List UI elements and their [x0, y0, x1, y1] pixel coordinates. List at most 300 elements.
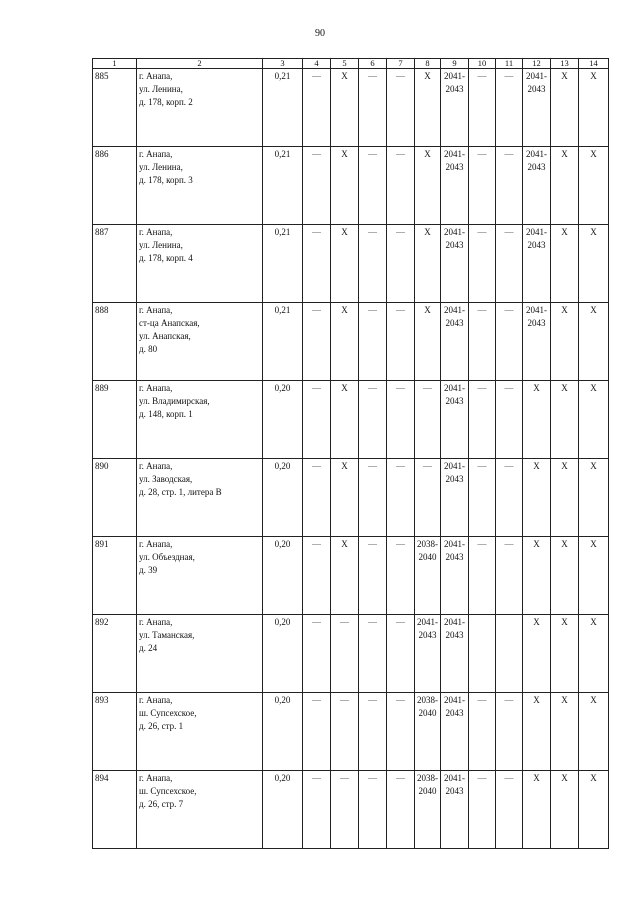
cell-line: 2038- [417, 773, 438, 783]
cell-text: — [368, 149, 377, 159]
column-header: 13 [551, 59, 579, 69]
cell-line: д. 178, корп. 2 [139, 97, 193, 107]
cell-text: 892 [95, 617, 109, 627]
cell-text: X [424, 149, 431, 159]
cell-text: — [368, 461, 377, 471]
table-row [93, 147, 609, 225]
value-cell [579, 147, 609, 225]
value-cell [303, 381, 331, 459]
cell-line: 2043 [445, 84, 464, 94]
cell-text: X [424, 71, 431, 81]
cell-line: г. Анапа, [139, 71, 173, 81]
value-cell [496, 459, 523, 537]
row-number [93, 303, 137, 381]
cell-line: 2040 [418, 552, 437, 562]
cell-line: 2041- [444, 695, 465, 705]
cell-text: X [341, 539, 348, 549]
column-header: 6 [359, 59, 387, 69]
cell-text: — [396, 305, 405, 315]
cell-line: 2043 [445, 396, 464, 406]
row-number [93, 69, 137, 147]
cell-text: 0,21 [274, 149, 291, 159]
cell-text: — [477, 227, 487, 237]
value-cell [331, 615, 359, 693]
cell-line: 2043 [445, 240, 464, 250]
value-cell [359, 459, 387, 537]
value-cell [496, 69, 523, 147]
cell-line: г. Анапа, [139, 149, 173, 159]
cell-text: — [340, 617, 349, 627]
value-cell [331, 459, 359, 537]
cell-text: 0,20 [274, 539, 291, 549]
value-cell [469, 771, 496, 849]
cell-line: 2038- [417, 695, 438, 705]
cell-text: X [590, 617, 597, 627]
cell-line: ул. Ленина, [139, 162, 183, 172]
value-cell [469, 615, 496, 693]
cell-text: — [504, 773, 514, 783]
value-cell [359, 381, 387, 459]
cell-line: 2043 [445, 162, 464, 172]
value-cell [303, 537, 331, 615]
cell-line: 2041- [444, 71, 465, 81]
cell-text: X [590, 383, 597, 393]
row-number [93, 693, 137, 771]
value-cell [331, 225, 359, 303]
value-cell [469, 459, 496, 537]
cell-text: X [561, 461, 568, 471]
cell-line: X [533, 461, 540, 471]
value-cell [551, 69, 579, 147]
cell-text: — [477, 539, 487, 549]
value-cell [415, 147, 441, 225]
value-cell [263, 381, 303, 459]
value-cell [551, 459, 579, 537]
cell-line: ул. Анапская, [139, 331, 191, 341]
value-cell [579, 225, 609, 303]
cell-line: X [533, 617, 540, 627]
cell-text: X [561, 227, 568, 237]
cell-text: 0,20 [274, 617, 291, 627]
cell-text: 888 [95, 305, 109, 315]
cell-text: 0,21 [274, 71, 291, 81]
row-number [93, 615, 137, 693]
cell-text: X [561, 773, 568, 783]
cell-text: — [504, 383, 514, 393]
cell-text: X [341, 227, 348, 237]
cell-text: 0,20 [274, 773, 291, 783]
value-cell [469, 225, 496, 303]
cell-line: г. Анапа, [139, 773, 173, 783]
value-cell [579, 771, 609, 849]
page-number: 90 [315, 28, 325, 39]
cell-text: — [396, 773, 405, 783]
value-cell [441, 69, 469, 147]
table-row [93, 303, 609, 381]
value-cell [469, 381, 496, 459]
cell-line: 2041- [526, 305, 547, 315]
cell-line: ул. Заводская, [139, 474, 193, 484]
value-cell [579, 537, 609, 615]
cell-text: 0,20 [274, 461, 291, 471]
cell-text: X [341, 461, 348, 471]
cell-line: X [533, 383, 540, 393]
value-cell [415, 69, 441, 147]
cell-text: X [424, 227, 431, 237]
value-cell [263, 537, 303, 615]
cell-text: X [561, 305, 568, 315]
cell-text: — [368, 383, 377, 393]
column-header: 5 [331, 59, 359, 69]
value-cell [579, 303, 609, 381]
column-header: 1 [93, 59, 137, 69]
cell-text: — [368, 71, 377, 81]
cell-text: X [561, 539, 568, 549]
address-cell [137, 69, 263, 147]
cell-line: ш. Супсехское, [139, 708, 197, 718]
cell-text: X [590, 695, 597, 705]
register-table [92, 58, 609, 849]
value-cell [523, 225, 551, 303]
value-cell [303, 69, 331, 147]
value-cell [441, 693, 469, 771]
value-cell [359, 537, 387, 615]
value-cell [359, 147, 387, 225]
row-number [93, 147, 137, 225]
value-cell [303, 771, 331, 849]
value-cell [496, 225, 523, 303]
cell-text: — [396, 461, 405, 471]
cell-line: 2043 [445, 318, 464, 328]
cell-text: — [312, 383, 321, 393]
cell-text: — [423, 383, 432, 393]
value-cell [387, 225, 415, 303]
cell-text: 893 [95, 695, 109, 705]
value-cell [523, 459, 551, 537]
value-cell [415, 615, 441, 693]
cell-text: X [424, 305, 431, 315]
cell-line: 2041- [444, 617, 465, 627]
header-row [93, 59, 609, 69]
value-cell [496, 303, 523, 381]
value-cell [441, 771, 469, 849]
column-header: 7 [387, 59, 415, 69]
cell-line: ул. Объездная, [139, 552, 195, 562]
cell-text: X [561, 71, 568, 81]
address-cell [137, 225, 263, 303]
cell-line: ул. Владимирская, [139, 396, 210, 406]
value-cell [579, 459, 609, 537]
value-cell [496, 147, 523, 225]
value-cell [551, 381, 579, 459]
cell-line: д. 80 [139, 344, 158, 354]
cell-line: 2043 [445, 630, 464, 640]
cell-line: г. Анапа, [139, 227, 173, 237]
value-cell [387, 69, 415, 147]
cell-text: X [561, 617, 568, 627]
value-cell [496, 771, 523, 849]
value-cell [359, 225, 387, 303]
cell-text: X [590, 461, 597, 471]
cell-text: X [341, 383, 348, 393]
cell-text: — [312, 695, 321, 705]
value-cell [523, 303, 551, 381]
value-cell [551, 615, 579, 693]
value-cell [303, 459, 331, 537]
value-cell [579, 693, 609, 771]
value-cell [579, 381, 609, 459]
cell-line: д. 148, корп. 1 [139, 409, 193, 419]
row-number [93, 537, 137, 615]
cell-line: г. Анапа, [139, 695, 173, 705]
value-cell [441, 537, 469, 615]
cell-line: X [533, 695, 540, 705]
value-cell [523, 147, 551, 225]
value-cell [263, 693, 303, 771]
table-row [93, 69, 609, 147]
cell-text: X [590, 539, 597, 549]
value-cell [441, 615, 469, 693]
value-cell [469, 303, 496, 381]
cell-line: 2043 [445, 474, 464, 484]
value-cell [415, 381, 441, 459]
cell-line: 2041- [444, 149, 465, 159]
value-cell [415, 693, 441, 771]
value-cell [263, 459, 303, 537]
value-cell [303, 303, 331, 381]
column-header: 8 [415, 59, 441, 69]
cell-line: д. 26, стр. 7 [139, 799, 184, 809]
cell-line: г. Анапа, [139, 305, 173, 315]
cell-text: — [368, 695, 377, 705]
cell-text: — [368, 773, 377, 783]
cell-text: 894 [95, 773, 109, 783]
value-cell [303, 693, 331, 771]
value-cell [551, 771, 579, 849]
cell-line: 2041- [526, 71, 547, 81]
cell-text: — [312, 773, 321, 783]
cell-text: — [312, 461, 321, 471]
cell-text: — [396, 695, 405, 705]
value-cell [441, 225, 469, 303]
cell-text: — [504, 71, 514, 81]
value-cell [579, 69, 609, 147]
cell-text: — [477, 383, 487, 393]
cell-line: д. 26, стр. 1 [139, 721, 184, 731]
cell-text: — [477, 773, 487, 783]
value-cell [387, 381, 415, 459]
cell-text: X [561, 695, 568, 705]
cell-line: 2043 [445, 708, 464, 718]
cell-line: 2043 [527, 318, 546, 328]
cell-text: X [590, 305, 597, 315]
cell-text: — [504, 539, 514, 549]
value-cell [523, 69, 551, 147]
value-cell [441, 147, 469, 225]
cell-text: — [312, 305, 321, 315]
value-cell [387, 537, 415, 615]
value-cell [523, 693, 551, 771]
cell-line: 2041- [417, 617, 438, 627]
cell-line: г. Анапа, [139, 461, 173, 471]
address-cell [137, 147, 263, 225]
cell-line: 2041- [444, 773, 465, 783]
cell-line: 2043 [418, 630, 437, 640]
value-cell [331, 693, 359, 771]
cell-text: 889 [95, 383, 109, 393]
value-cell [331, 303, 359, 381]
column-header: 9 [441, 59, 469, 69]
value-cell [387, 615, 415, 693]
cell-line: 2043 [527, 84, 546, 94]
cell-line: д. 39 [139, 565, 158, 575]
table-row [93, 537, 609, 615]
value-cell [387, 693, 415, 771]
value-cell [331, 771, 359, 849]
cell-line: 2043 [527, 162, 546, 172]
row-number [93, 459, 137, 537]
value-cell [387, 147, 415, 225]
cell-text: — [477, 461, 487, 471]
cell-line: г. Анапа, [139, 617, 173, 627]
cell-line: 2040 [418, 708, 437, 718]
table-row [93, 693, 609, 771]
cell-text: — [477, 695, 487, 705]
cell-line: ст-ца Анапская, [139, 318, 200, 328]
cell-text: — [312, 71, 321, 81]
value-cell [303, 225, 331, 303]
cell-text: 0,21 [274, 305, 291, 315]
value-cell [263, 615, 303, 693]
cell-text: 891 [95, 539, 109, 549]
value-cell [469, 69, 496, 147]
value-cell [263, 147, 303, 225]
cell-text: — [340, 695, 349, 705]
cell-line: 2043 [445, 552, 464, 562]
value-cell [551, 537, 579, 615]
cell-text: — [477, 149, 487, 159]
value-cell [387, 459, 415, 537]
value-cell [387, 303, 415, 381]
cell-text: X [341, 305, 348, 315]
cell-text: X [590, 773, 597, 783]
cell-text: — [477, 71, 487, 81]
cell-line: д. 24 [139, 643, 158, 653]
address-cell [137, 381, 263, 459]
cell-text: X [341, 71, 348, 81]
column-header: 4 [303, 59, 331, 69]
value-cell [263, 303, 303, 381]
value-cell [415, 303, 441, 381]
cell-text: — [396, 617, 405, 627]
value-cell [551, 303, 579, 381]
value-cell [303, 147, 331, 225]
value-cell [263, 69, 303, 147]
value-cell [469, 537, 496, 615]
table-row [93, 225, 609, 303]
value-cell [387, 771, 415, 849]
cell-line: 2041- [444, 383, 465, 393]
cell-text: — [312, 227, 321, 237]
address-cell [137, 615, 263, 693]
value-cell [496, 537, 523, 615]
cell-text: 0,21 [274, 227, 291, 237]
cell-line: 2041- [444, 461, 465, 471]
cell-line: X [533, 539, 540, 549]
cell-text: — [312, 617, 321, 627]
cell-line: ш. Супсехское, [139, 786, 197, 796]
cell-text: — [504, 695, 514, 705]
cell-text: 0,20 [274, 695, 291, 705]
value-cell [415, 459, 441, 537]
value-cell [496, 381, 523, 459]
table-row [93, 381, 609, 459]
cell-line: г. Анапа, [139, 383, 173, 393]
column-header: 12 [523, 59, 551, 69]
cell-line: д. 28, стр. 1, литера В [139, 487, 222, 497]
cell-line: 2043 [445, 786, 464, 796]
value-cell [331, 147, 359, 225]
table-row [93, 615, 609, 693]
cell-line: д. 178, корп. 3 [139, 175, 193, 185]
value-cell [551, 693, 579, 771]
cell-text: — [368, 617, 377, 627]
cell-text: — [396, 383, 405, 393]
value-cell [359, 303, 387, 381]
table-row [93, 459, 609, 537]
cell-line: 2043 [527, 240, 546, 250]
value-cell [359, 771, 387, 849]
cell-text: — [340, 773, 349, 783]
value-cell [523, 615, 551, 693]
cell-text: 0,20 [274, 383, 291, 393]
cell-text: — [504, 305, 514, 315]
value-cell [523, 381, 551, 459]
value-cell [579, 615, 609, 693]
value-cell [331, 381, 359, 459]
address-cell [137, 537, 263, 615]
cell-line: 2040 [418, 786, 437, 796]
value-cell [415, 771, 441, 849]
column-header: 2 [137, 59, 263, 69]
cell-line: 2041- [444, 539, 465, 549]
cell-text: — [312, 149, 321, 159]
column-header: 10 [469, 59, 496, 69]
row-number [93, 381, 137, 459]
cell-text: — [396, 539, 405, 549]
column-header: 14 [579, 59, 609, 69]
cell-text: — [312, 539, 321, 549]
cell-line: 2041- [526, 227, 547, 237]
cell-text: — [396, 149, 405, 159]
column-header: 3 [263, 59, 303, 69]
value-cell [523, 771, 551, 849]
value-cell [496, 615, 523, 693]
address-cell [137, 459, 263, 537]
cell-text: — [423, 461, 432, 471]
cell-text: — [368, 227, 377, 237]
address-cell [137, 303, 263, 381]
value-cell [551, 147, 579, 225]
cell-text: — [504, 149, 514, 159]
cell-line: 2041- [526, 149, 547, 159]
cell-line: ул. Ленина, [139, 84, 183, 94]
cell-text: — [504, 227, 514, 237]
cell-text: — [368, 539, 377, 549]
value-cell [441, 459, 469, 537]
value-cell [469, 147, 496, 225]
cell-text: 886 [95, 149, 109, 159]
